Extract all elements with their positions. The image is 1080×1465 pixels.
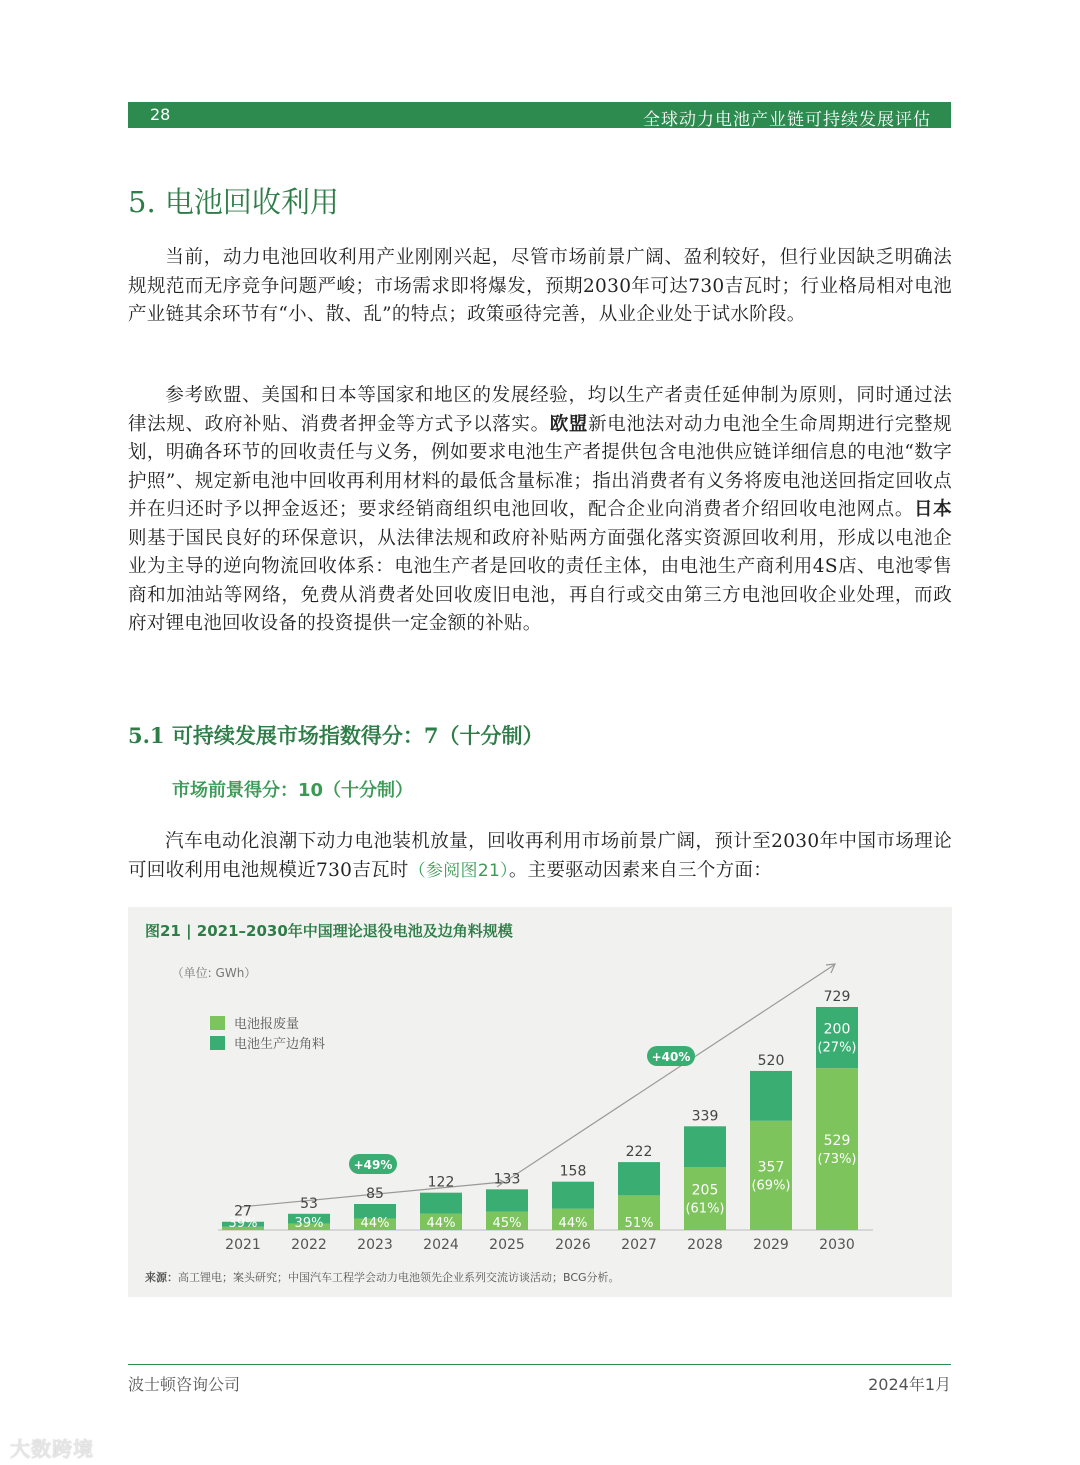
paragraph-2 — [128, 382, 952, 639]
figure-title: 图21 | 2021–2030年中国理论退役电池及边角料规模 — [145, 922, 513, 940]
eu-keyword: 欧盟 — [549, 413, 589, 435]
scrap-share-2024: 44% — [426, 1216, 456, 1231]
paragraph-3-text-b: 。主要驱动因素来自三个方面： — [508, 859, 773, 881]
legend-label-1: 电池生产边角料 — [234, 1037, 326, 1052]
unit-label: （单位: GWh） — [171, 966, 257, 980]
total-label-2022: 53 — [300, 1195, 318, 1212]
source-label: 来源： — [145, 1271, 178, 1284]
total-label-2030: 729 — [823, 989, 851, 1005]
report-title: 全球动力电池产业链可持续发展评估 — [643, 110, 931, 130]
scrap-share-2025: 45% — [492, 1216, 522, 1231]
bar-offcut-2026 — [552, 1182, 594, 1209]
source-text: 高工锂电；案头研究；中国汽车工程学会动力电池领先企业系列交流访谈活动；BCG分析。 — [178, 1271, 620, 1284]
total-label-2025: 133 — [493, 1171, 521, 1188]
figure-reference-link[interactable]: （参阅图21） — [408, 860, 509, 881]
bar-offcut-2024 — [420, 1193, 462, 1214]
scrap-share-2021: 39% — [228, 1216, 258, 1231]
bar-offcut-2025 — [486, 1189, 528, 1211]
watermark-logo: 大数跨境 — [10, 1437, 94, 1461]
legend-swatch-0 — [210, 1016, 225, 1030]
paragraph-2-text-c: 则基于国民良好的环保意识，从法律法规和政府补贴两方面强化落实资源回收利用，形成以电池企业为主导的逆向物流回收体系：电池生产者是回收的责任主体，由电池生产商利用4S店、电池零售商和加油站等网络，免费从消费者处回收废旧电池，再自行或交由第三方电池回收企业处理，而政府对锂电池回收设备的投资提供一定金额的补贴。 — [128, 527, 952, 634]
category-label-2028: 2028 — [687, 1237, 723, 1253]
category-label-2029: 2029 — [753, 1237, 789, 1253]
legend-label-0: 电池报废量 — [234, 1017, 300, 1032]
footer-date: 2024年1月 — [868, 1375, 951, 1394]
japan-keyword: 日本 — [914, 499, 952, 520]
category-label-2021: 2021 — [225, 1237, 261, 1253]
scrap-share-2027: 51% — [624, 1216, 654, 1231]
paragraph-3-text-a: 汽车电动化浪潮下动力电池装机放量，回收再利用市场前景广阔，预计至2030年中国市场理论可回收利用电池规模近730吉瓦时 — [128, 831, 952, 881]
category-label-2025: 2025 — [489, 1237, 525, 1253]
scrap-value-2030: 529 — [823, 1133, 851, 1150]
scrap-share-2022: 39% — [294, 1216, 324, 1231]
bar-chart — [128, 907, 952, 1297]
total-label-2028: 339 — [691, 1108, 719, 1125]
bar-offcut-2028 — [684, 1126, 726, 1167]
category-label-2027: 2027 — [621, 1237, 657, 1253]
growth-badge-text-1: +40% — [651, 1050, 691, 1064]
offcut-value-2030: 200 — [823, 1021, 851, 1038]
scrap-value-2028: 205 — [691, 1182, 719, 1199]
section-title: 5. 电池回收利用 — [128, 185, 339, 219]
figure-source — [145, 1269, 620, 1285]
bar-offcut-2027 — [618, 1162, 660, 1195]
category-label-2022: 2022 — [291, 1237, 327, 1253]
total-label-2026: 158 — [559, 1163, 587, 1180]
scrap-value-2029: 357 — [757, 1159, 785, 1176]
bar-offcut-2029 — [750, 1071, 792, 1121]
legend-swatch-1 — [210, 1036, 225, 1050]
scrap-share-2023: 44% — [360, 1216, 390, 1231]
category-label-2030: 2030 — [819, 1237, 855, 1253]
paragraph-3 — [128, 828, 952, 885]
footer-company: 波士顿咨询公司 — [128, 1375, 241, 1394]
paragraph-1 — [128, 244, 952, 330]
scrap-share-2026: 44% — [558, 1216, 588, 1231]
scrap-share-2030: (73%) — [817, 1152, 857, 1168]
scrap-share-2028: (61%) — [685, 1201, 725, 1217]
paragraph-2-text-b: 新电池法对动力电池全生命周期进行完整规划，明确各环节的回收责任与义务，例如要求电池生产者提供包含电池供应链详细信息的电池“数字护照”、规定新电池中回收再利用材料的最低含量标准；指出消费者有义务将废电池送回指定回收点并在归还时予以押金返还；要求经销商组织电池回收，配合企业向消费者介绍回收电池网点。 — [128, 413, 952, 520]
total-label-2024: 122 — [427, 1174, 455, 1191]
figure-21 — [128, 907, 952, 1297]
paragraph-1-text: 当前，动力电池回收利用产业刚刚兴起，尽管市场前景广阔、盈利较好，但行业因缺乏明确法规规范而无序竞争问题严峻；市场需求即将爆发，预期2030年可达730吉瓦时；行业格局相对电池产业链其余环节有“小、散、乱”的特点；政策亟待完善，从业企业处于试水阶段。 — [128, 247, 952, 325]
total-label-2027: 222 — [625, 1144, 653, 1161]
header-bar — [128, 102, 951, 128]
category-label-2023: 2023 — [357, 1237, 393, 1253]
market-score-heading: 市场前景得分：10（十分制） — [172, 780, 414, 801]
growth-badge-text-0: +49% — [353, 1158, 393, 1172]
paragraph-2-text-a: 参考欧盟、美国和日本等国家和地区的发展经验，均以生产者责任延伸制为原则，同时通过法律法规、政府补贴、消费者押金等方式予以落实。 — [128, 385, 952, 435]
total-label-2021: 27 — [234, 1203, 252, 1220]
subsection-title: 5.1 可持续发展市场指数得分：7（十分制） — [128, 723, 544, 748]
category-label-2024: 2024 — [423, 1237, 459, 1253]
page-number: 28 — [150, 105, 171, 124]
total-label-2023: 85 — [366, 1185, 384, 1202]
scrap-share-2029: (69%) — [751, 1178, 791, 1194]
footer-divider — [128, 1364, 951, 1365]
category-label-2026: 2026 — [555, 1237, 591, 1253]
offcut-share-2030: (27%) — [817, 1040, 857, 1056]
total-label-2029: 520 — [757, 1052, 785, 1069]
